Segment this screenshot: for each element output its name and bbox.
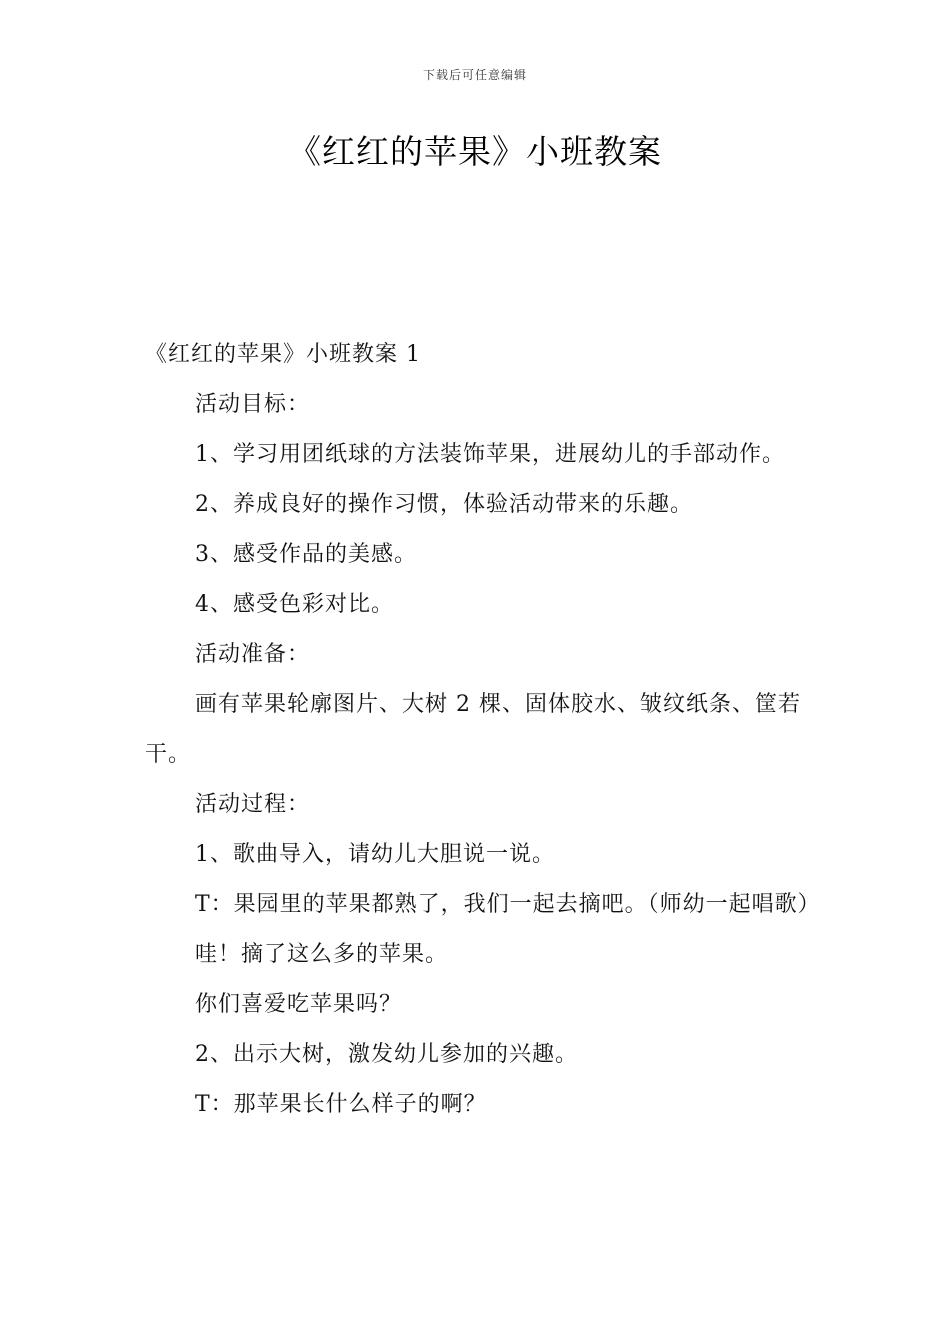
paragraph-process-heading: 活动过程： <box>195 792 311 817</box>
paragraph-question: 你们喜爱吃苹果吗？ <box>195 992 403 1017</box>
paragraph-goal-4: 4、感受色彩对比。 <box>195 592 394 617</box>
paragraph-exclaim: 哇！摘了这么多的苹果。 <box>195 942 449 967</box>
paragraph-teacher-line-1: T：果园里的苹果都熟了，我们一起去摘吧。（师幼一起唱歌） <box>195 892 821 917</box>
paragraph-goal-2: 2、养成良好的操作习惯，体验活动带来的乐趣。 <box>195 492 693 517</box>
paragraph-teacher-line-2: T：那苹果长什么样子的啊？ <box>195 1092 487 1117</box>
document-title: 《红红的苹果》小班教案 <box>288 132 662 171</box>
paragraph-goals-heading: 活动目标： <box>195 392 311 417</box>
paragraph-prep-heading: 活动准备： <box>195 642 311 667</box>
paragraph-step-2: 2、出示大树，激发幼儿参加的兴趣。 <box>195 1042 578 1067</box>
paragraph-step-1: 1、歌曲导入，请幼儿大胆说一说。 <box>195 842 555 867</box>
paragraph-goal-1: 1、学习用团纸球的方法装饰苹果，进展幼儿的手部动作。 <box>195 442 785 467</box>
paragraph-prep-materials: 画有苹果轮廓图片、大树 2 棵、固体胶水、皱纹纸条、筐若干。 <box>145 692 801 767</box>
header-note: 下载后可任意编辑 <box>422 68 527 82</box>
paragraph-section-heading: 《红红的苹果》小班教案 1 <box>145 342 421 367</box>
document-body <box>145 330 821 1130</box>
paragraph-goal-3: 3、感受作品的美感。 <box>195 542 417 567</box>
